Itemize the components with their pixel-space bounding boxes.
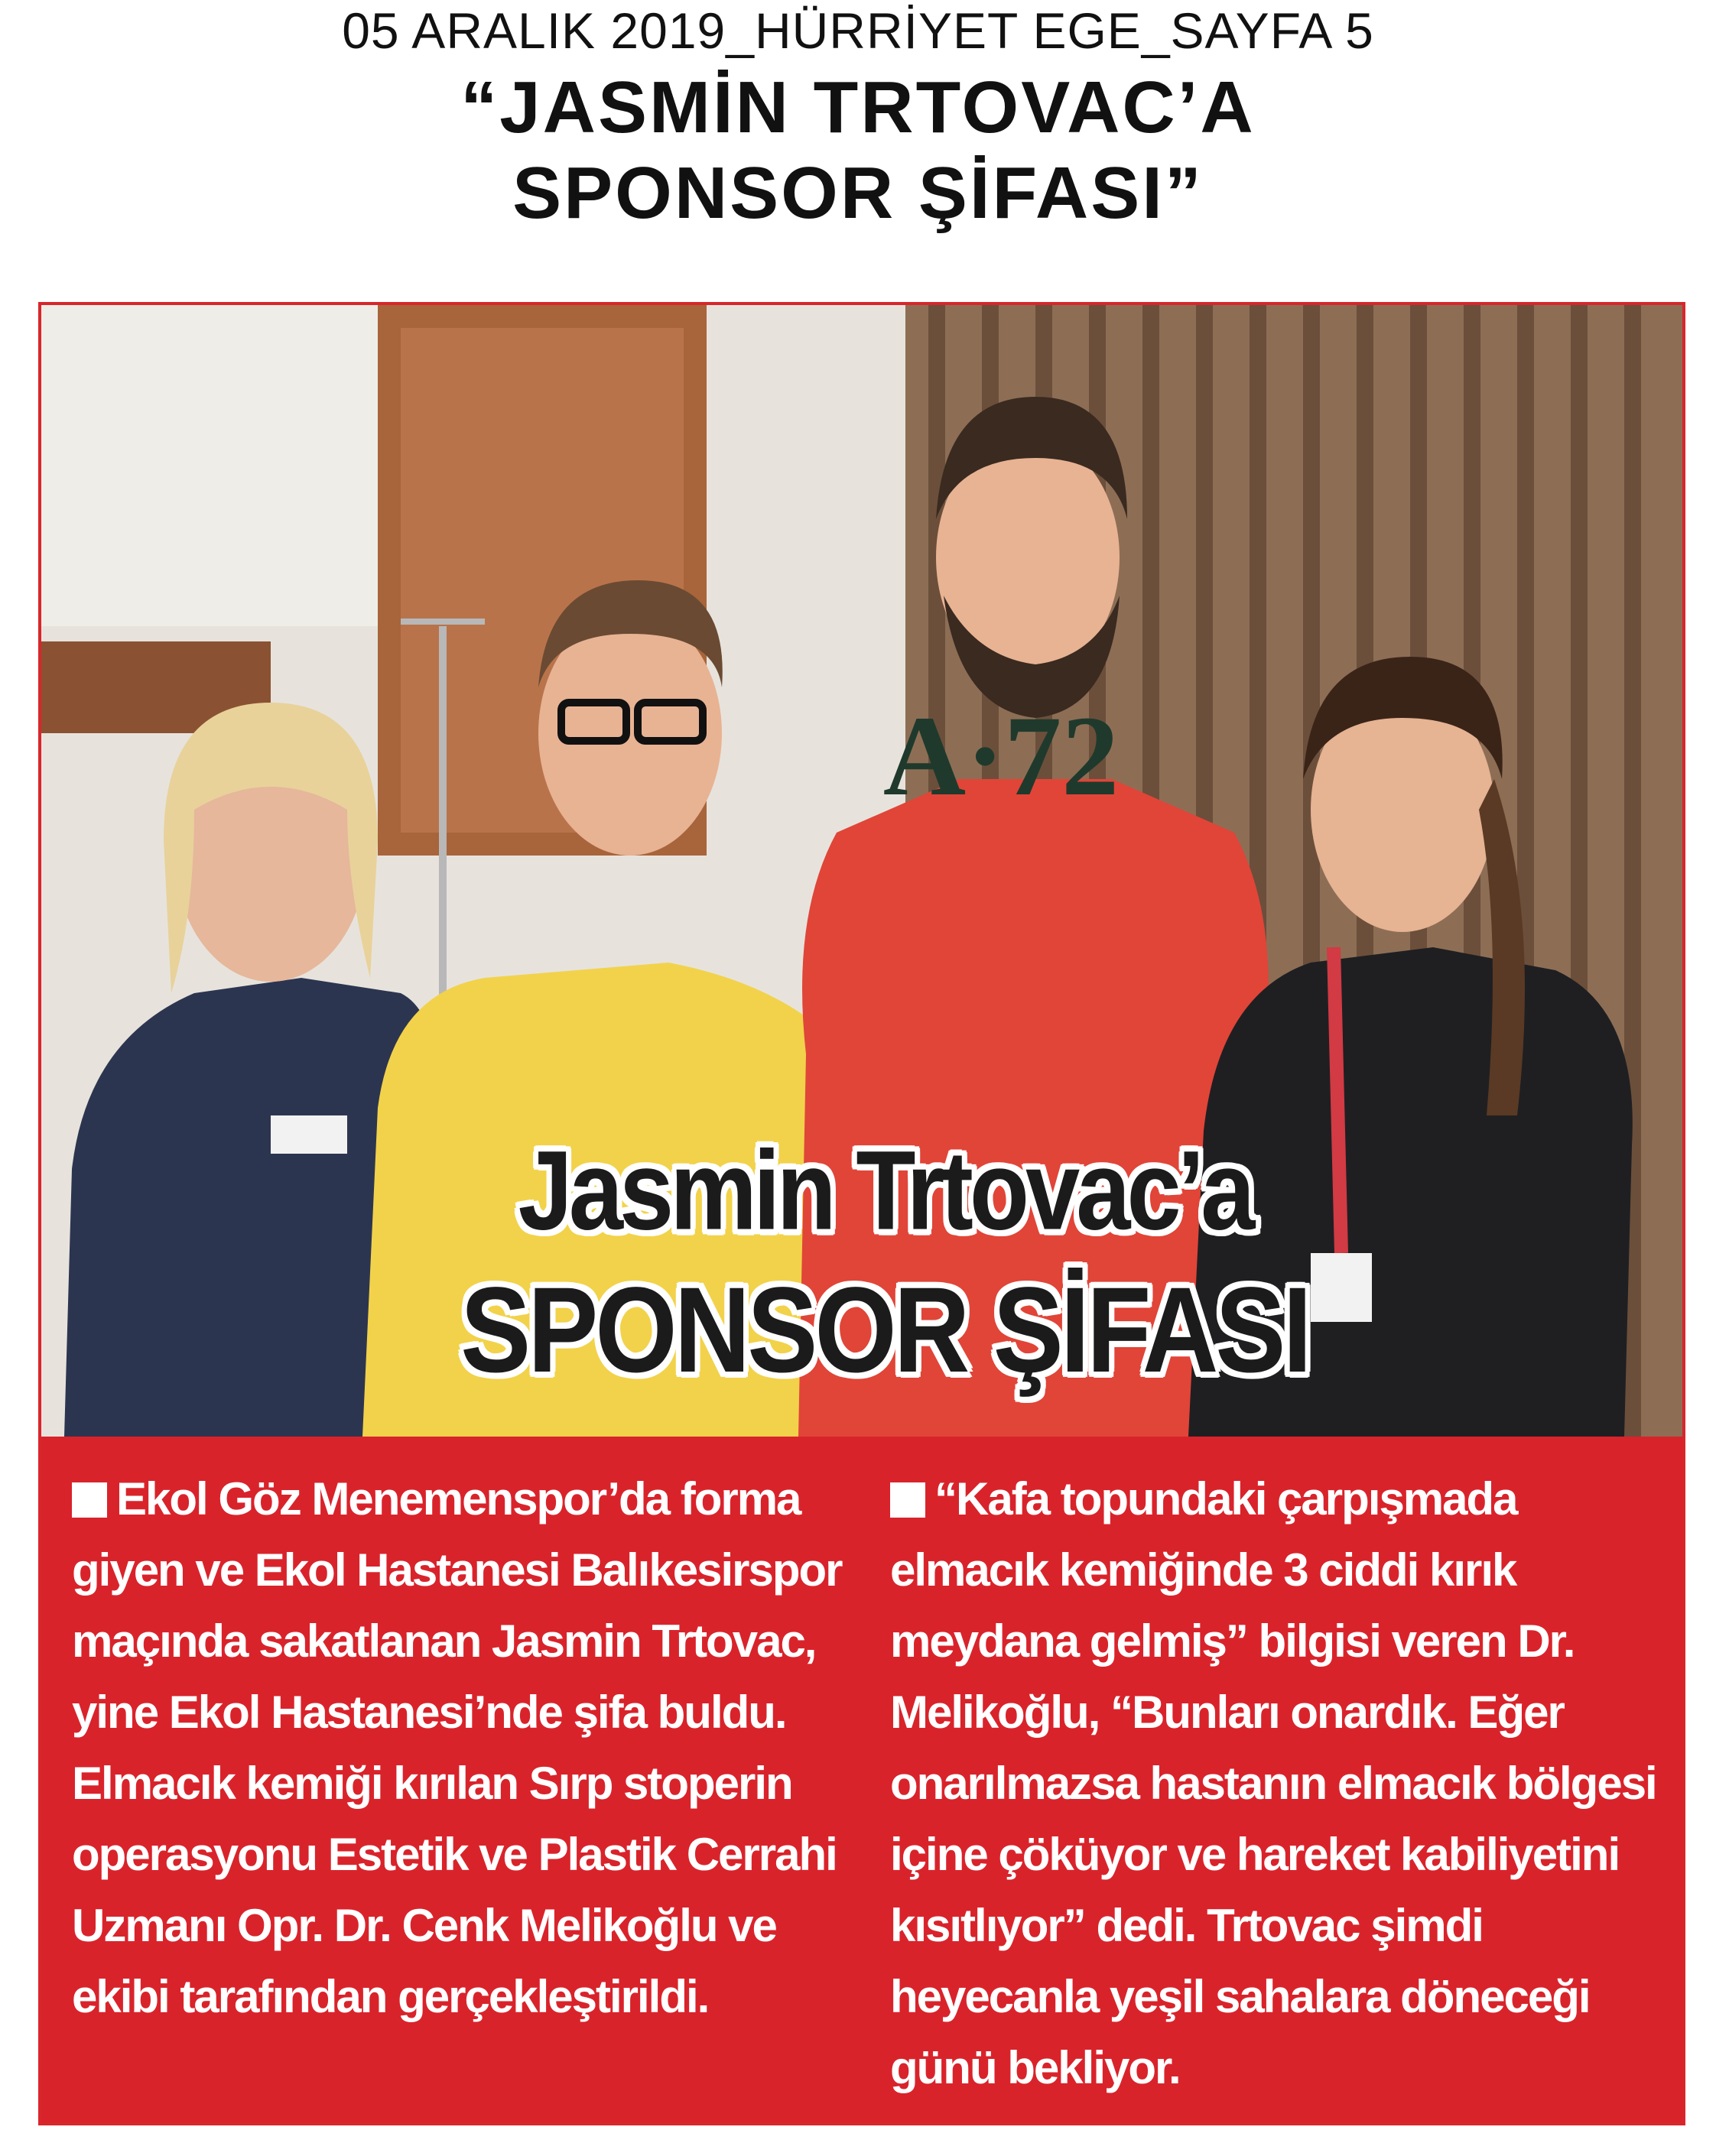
photo-overlay-title-line-2: SPONSOR ŞİFASI [460, 1262, 1309, 1398]
headline-line-2: SPONSOR ŞİFASI” [512, 152, 1204, 234]
shirt-print: A·72 [882, 693, 1120, 820]
article-right-text: “Kafa topundaki çarpışmada elmacık kemiğinde 3 ciddi kırık meydana gelmiş” bilgisi veren Dr. Melikoğlu, “Bunları onardık. Eğer onarılmazsa hastanın elmacık bölgesi içine çöküyor ve hareket kabiliyetini kısıtlıyor” dedi. Trtovac şimdi heyecanla yeşil sahalara döneceği günü bekliyor. [890, 1473, 1656, 2093]
bullet-square-icon [890, 1482, 925, 1518]
article-left-text: Ekol Göz Menemenspor’da forma giyen ve Ekol Hastanesi Balıkesirspor maçında sakatlanan Jasmin Trtovac, yine Ekol Hastanesi’nde şifa buldu. Elmacık kemiği kırılan Sırp stoperin operasyonu Estetik ve Plastik Cerrahi Uzmanı Opr. Dr. Cenk Melikoğlu ve ekibi tarafından gerçekleştirildi. [72, 1473, 842, 2022]
headline-line-1: “JASMİN TRTOVAC’A [460, 67, 1256, 148]
publication-date-line: 05 ARALIK 2019_HÜRRİYET EGE_SAYFA 5 [342, 2, 1374, 59]
newspaper-clipping [38, 302, 1685, 2125]
article-text-panel [41, 1437, 1682, 2122]
article-photo [41, 305, 1682, 1437]
photo-overlay-title-line-1: Jasmin Trtovac’a [518, 1128, 1252, 1254]
bullet-square-icon [72, 1482, 107, 1518]
article-column-left [72, 1463, 860, 2032]
article-column-right [890, 1463, 1662, 2103]
